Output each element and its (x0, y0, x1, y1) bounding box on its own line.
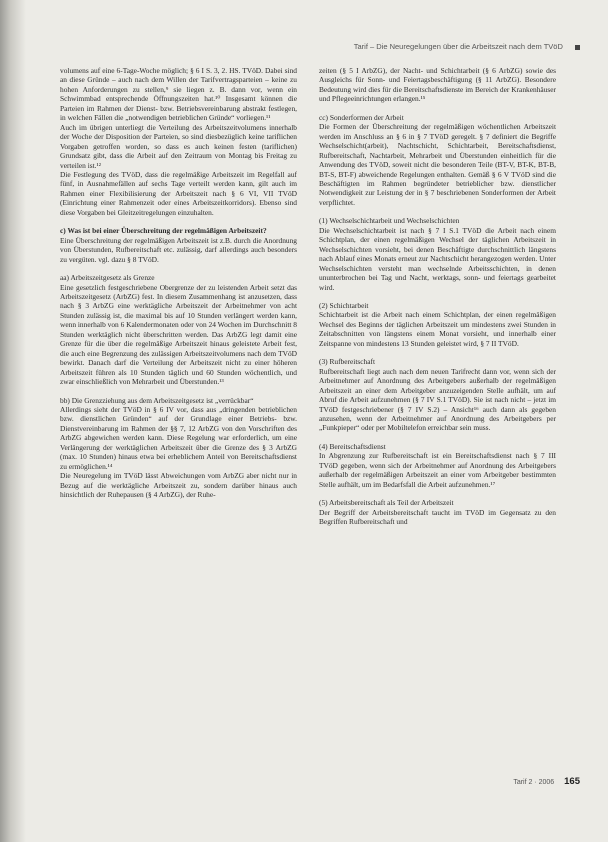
body-paragraph: Eine Überschreitung der regelmäßigen Arbeitszeit ist z.B. durch die Anordnung von Überstunden, Rufbereitschaft etc. zulässig, darf allerdings auch besonders zu vergüten. vgl. dazu § 8 TVöD. (60, 235, 297, 264)
running-title: Tarif – Die Neuregelungen über die Arbeitszeit nach dem TVöD (353, 42, 563, 51)
paragraph-gap (60, 264, 297, 273)
body-paragraph: zeiten (§ 5 I ArbZG), der Nacht- und Schichtarbeit (§ 6 ArbZG) sowie des Ausgleichs für Sonn- und Feiertagsbeschäftigung (§ 11 ArbZG). Besondere Bedeutung wird dies für die Bereitschaftsdienste im Bereich der Krankenhäuser und Pflegeeinrichtungen erlangen.¹⁵ (319, 66, 556, 104)
subsection-heading: (2) Schichtarbeit (319, 300, 369, 310)
subsection-heading: bb) Die Grenzziehung aus dem Arbeitszeitgesetz ist „verrückbar“ (60, 395, 254, 405)
body-paragraph: Die Wechselschichtarbeit ist nach § 7 I S.1 TVöD die Arbeit nach einem Schichtplan, der einen regelmäßigen Wechsel der täglichen Arbeitszeit in Wechselschichten vorsieht, bei denen Beschäftigte durchschnittlich längstens nach Ablauf eines Monats erneut zur Nachtschicht herangezogen werden. Unter Wechselschichten versteht man wechselnde Arbeitsschichten, in denen ununterbrochen bei Tag und Nacht, werktags, sonn- und feiertags gearbeitet wird. (319, 225, 556, 292)
body-paragraph: Der Begriff der Arbeitsbereitschaft taucht im TVöD im Gegensatz zu den Begriffen Rufbereitschaft und (319, 507, 556, 527)
body-paragraph: Die Neuregelung im TVöD lässt Abweichungen vom ArbZG aber nicht nur in Bezug auf die werktägliche Arbeitszeit zu, sondern darüber hinaus auch hinsichtlich der Ruhepausen (§ 4 ArbZG), der Ruhe- (60, 471, 297, 500)
subsection-heading: (1) Wechselschichtarbeit und Wechselschichten (319, 216, 460, 226)
body-paragraph: Die Formen der Überschreitung der regelmäßigen wöchentlichen Arbeitszeit werden im Anschluss an § 6 in § 7 TVöD geregelt. § 7 definiert die Begriffe Wechselschicht(arbeit), Nachtschicht, Schichtarbeit, Bereitschaftsdienst, Rufbereitschaft, Nachtarbeit, Mehrarbeit und Überstunden einheitlich für die Anwendung des TVöD, soweit nicht die besonderen Teile (BT-V, BT-K, BT-B, BT-S, BT-F) abweichende Regelungen enthalten. Gemäß § 6 V TVöD sind die Beschäftigten im Rahmen begründeter betrieblicher bzw. dienstlicher Notwendigkeit zur Leistung der in § 7 beschriebenen Sonderformen der Arbeit verpflichtet. (319, 122, 556, 207)
subsection-heading: aa) Arbeitszeitgesetz als Grenze (60, 273, 155, 283)
left-column (60, 66, 297, 766)
subsection-heading: (5) Arbeitsbereitschaft als Teil der Arbeitszeit (319, 498, 454, 508)
paragraph-gap (319, 207, 556, 216)
body-paragraph: Rufbereitschaft liegt auch nach dem neuen Tarifrecht dann vor, wenn sich der Arbeitnehmer auf Anordnung des Arbeitgebers außerhalb der regelmäßigen Arbeitszeit an einer dem Arbeitgeber anzuzeigenden Stelle aufhält, um auf Abruf die Arbeit aufzunehmen (§ 7 IV S.1 TVöD). Sie ist nach nicht – jetzt im TVöD festgeschriebener (§ 7 IV S.2) – Ansicht¹⁶ auch dann als gegeben anzusehen, wenn der Arbeitnehmer auf Anordnung des Arbeitgebers per „Funkpieper“ oder per Mobiltelefon erreichbar sein muss. (319, 366, 556, 433)
paragraph-gap (319, 489, 556, 498)
header-square-icon (575, 45, 580, 50)
right-column (319, 66, 556, 766)
body-paragraph: Eine gesetzlich festgeschriebene Obergrenze der zu leistenden Arbeit setzt das Arbeitszeitgesetz (ArbZG) fest. In diesem Zusammenhang ist anzusetzen, dass nach § 3 ArbZG eine werktägliche Arbeitszeit der Arbeitnehmer von acht Stunden zulässig ist, die maximal bis auf 10 Stunden verlängert werden kann, wenn innerhalb von 6 Kalendermonaten oder von 24 Wochen im Durchschnitt 8 Stunden werktäglich nicht überschritten werden. Das ArbZG legt damit eine Grenze für die über die regelmäßige Arbeitszeit hinaus geleistete Arbeit fest, die auch eine Begrenzung des zulässigen Arbeitszeitvolumens nach dem TVöD bewirkt. Danach darf die Verteilung der Arbeitszeit nicht zu einer höheren Arbeitszeit führen als 10 Stunden täglich und 60 Stunden wöchentlich, und zwar einschließlich von Mehrarbeit und Überstunden.¹³ (60, 282, 297, 387)
journal-issue: Tarif 2 · 2006 (513, 779, 555, 786)
paragraph-gap (60, 217, 297, 226)
body-paragraph: Allerdings sieht der TVöD in § 6 IV vor, dass aus „dringenden betrieblichen bzw. dienstlichen Gründen“ auf der Grundlage einer Betriebs- bzw. Dienstvereinbarung im Rahmen der §§ 7, 12 ArbZG von den Vorschriften des ArbZG abgewichen werden kann. Diese Regelung war erforderlich, um eine Verlängerung der werktäglichen Arbeitszeit über die Grenze des § 3 ArbZG (max. 10 Stunden) hinaus etwa bei erheblichem Anteil von Bereitschaftsdienst zu ermöglichen.¹⁴ (60, 404, 297, 471)
body-paragraph: Schichtarbeit ist die Arbeit nach einem Schichtplan, der einen regelmäßigen Wechsel des Beginns der täglichen Arbeitszeit um mindestens zwei Stunden in Zeitabschnitten von längstens einem Monat vorsieht, und innerhalb einer Zeitspanne von mindestens 13 Stunden geleistet wird, § 7 II TVöD. (319, 310, 556, 348)
subsection-heading: cc) Sonderformen der Arbeit (319, 112, 404, 122)
paragraph-gap (319, 348, 556, 357)
section-heading: c) Was ist bei einer Überschreitung der regelmäßigen Arbeitszeit? (60, 226, 267, 236)
page-edge-shadow (0, 0, 26, 842)
body-paragraph: In Abgrenzung zur Rufbereitschaft ist ein Bereitschaftsdienst nach § 7 III TVöD gegeben, wenn sich der Arbeitnehmer auf Anordnung des Arbeitgebers außerhalb der regelmäßigen Arbeitszeit an einer vom Arbeitgeber bestimmten Stelle aufhält, um im Bedarfsfall die Arbeit aufzunehmen.¹⁷ (319, 451, 556, 489)
page-footer (480, 776, 580, 790)
paragraph-gap (319, 433, 556, 442)
subsection-heading: (4) Bereitschaftsdienst (319, 441, 386, 451)
paragraph-gap (60, 387, 297, 396)
body-paragraph: volumens auf eine 6-Tage-Woche möglich; § 6 I S. 3, 2. HS. TVöD. Dabei sind an diese Gründe – auch nach dem Willen der Tarifvertragsparteien – keine zu hohen Anforderungen zu stellen,⁹ sie liegen z. B. dann vor, wenn ein Schwimmbad entsprechende Öffnungszeiten hat.¹⁰ Insgesamt können die Parteien im Rahmen der Dienst- bzw. Betriebsvereinbarung abstrakt festlegen, in welchen Fällen die „notwendigen betrieblichen Gründe“ vorliegen.¹¹ (60, 66, 297, 123)
running-header (60, 42, 580, 56)
body-paragraph: Auch im übrigen unterliegt die Verteilung des Arbeitszeitvolumens innerhalb der Woche der Disposition der Parteien, so sind diesbezüglich keine tariflichen Vorgaben getroffen worden, so dass es auch keinen festen (tariflichen) Grundsatz gibt, dass die Arbeit auf den Zeitraum von Montag bis Freitag zu verteilen ist.¹² (60, 122, 297, 170)
paragraph-gap (319, 292, 556, 301)
body-paragraph: Die Festlegung des TVöD, dass die regelmäßige Arbeitszeit im Regelfall auf fünf, in Ausnahmefällen auf sechs Tage verteilt werden kann, gilt auch im Rahmen einer Flexibilisierung der Arbeitszeit nach § 6 VI, VII TVöD (Einrichtung einer Rahmenzeit oder eines Arbeitszeitkorridors). Ebenso sind diese Vorgaben bei Gleitzeitregelungen einzuhalten. (60, 169, 297, 217)
page-number: 165 (564, 776, 580, 787)
subsection-heading: (3) Rufbereitschaft (319, 357, 376, 367)
paragraph-gap (319, 104, 556, 113)
